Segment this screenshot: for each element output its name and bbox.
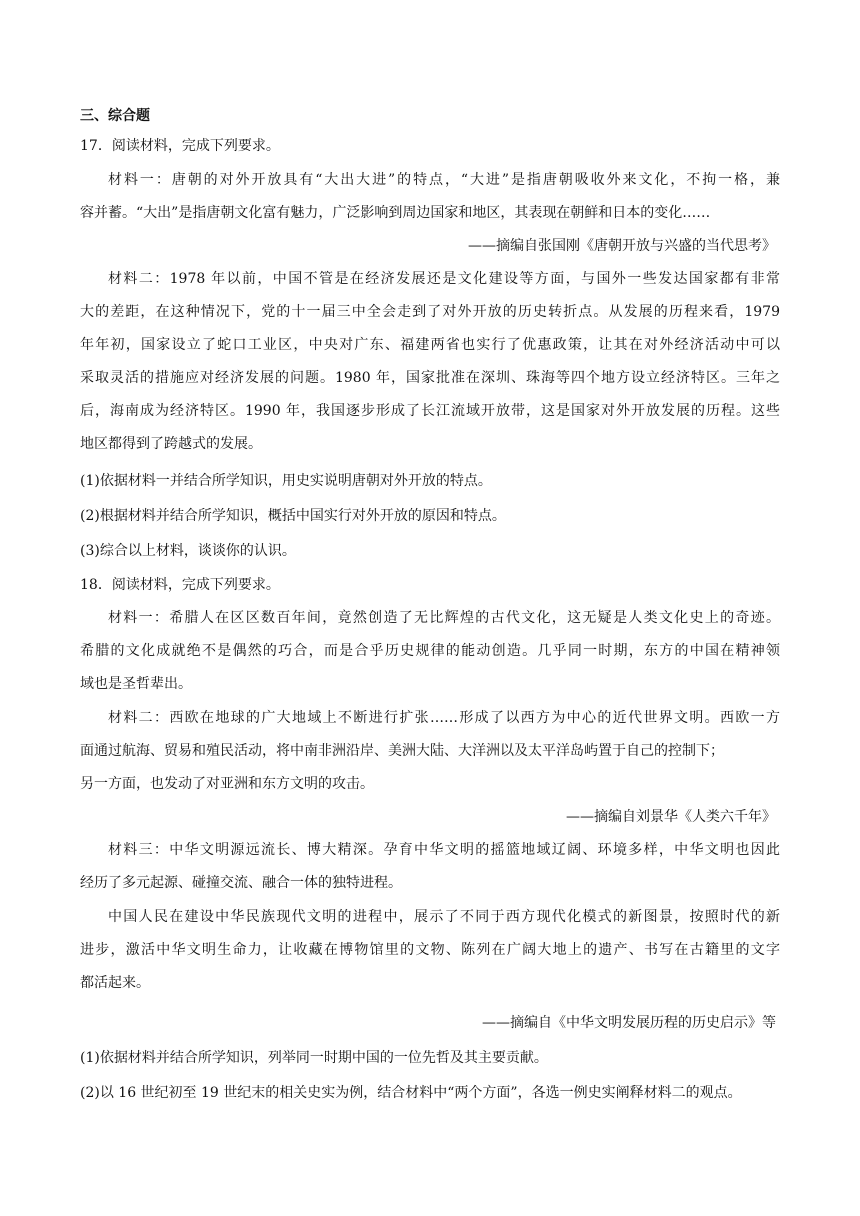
q18-material3-line1: 材料三：中华文明源远流长、博大精深。孕育中华文明的摇篮地域辽阔、环境多样，中华文明也因此 (108, 842, 780, 858)
q18-subquestion-1: (1)依据材料并结合所学知识，列举同一时期中国的一位先哲及其主要贡献。 (80, 1050, 548, 1066)
q18-material2-line1: 材料二：西欧在地球的广大地域上不断进行扩张……形成了以西方为中心的近代世界文明。西欧一方 (108, 710, 780, 726)
q18-material1-line1: 材料一：希腊人在区区数百年间，竟然创造了无比辉煌的古代文化，这无疑是人类文化史上的奇迹。 (108, 610, 780, 626)
q17-material1-source: ——摘编自张国刚《唐朝开放与兴盛的当代思考》 (468, 238, 776, 254)
q17-material2-line5: 后，海南成为经济特区。1990 年，我国逐步形成了长江流域开放带，这是国家对外开放发展的历程。这些 (80, 403, 780, 419)
q17-stem: 17．阅读材料，完成下列要求。 (80, 138, 280, 154)
q18-material3-line5: 都活起来。 (80, 975, 150, 991)
q17-material1-line2: 容并蓄。“大出”是指唐朝文化富有魅力，广泛影响到周边国家和地区，其表现在朝鲜和日本的变化…… (80, 205, 711, 221)
q17-material2-line1: 材料二：1978 年以前，中国不管是在经济发展还是文化建设等方面，与国外一些发达国家都有非常 (108, 271, 780, 287)
q17-subquestion-2: (2)根据材料并结合所学知识，概括中国实行对外开放的原因和特点。 (80, 508, 506, 524)
q18-material2-line3: 另一方面，也发动了对亚洲和东方文明的攻击。 (80, 776, 374, 792)
q18-material3-line3: 中国人民在建设中华民族现代文明的进程中，展示了不同于西方现代化模式的新图景，按照时代的新 (108, 909, 780, 925)
q18-material2-line2: 面通过航海、贸易和殖民活动，将中南非洲沿岸、美洲大陆、大洋洲以及太平洋岛屿置于自己的控制下； (80, 743, 724, 759)
q18-subquestion-2: (2)以 16 世纪初至 19 世纪末的相关史实为例，结合材料中“两个方面”，各选一例史实阐释材料二的观点。 (80, 1085, 742, 1101)
q17-material2-line3: 年年初，国家设立了蛇口工业区，中央对广东、福建两省也实行了优惠政策，让其在对外经济活动中可以 (80, 337, 780, 353)
q18-material3-source: ——摘编自《中华文明发展历程的历史启示》等 (482, 1015, 776, 1031)
q17-material2-line2: 大的差距，在这种情况下，党的十一届三中全会走到了对外开放的历史转折点。从发展的历程来看，1979 (80, 304, 780, 320)
q17-material2-line4: 采取灵活的措施应对经济发展的问题。1980 年，国家批准在深圳、珠海等四个地方设立经济特区。三年之 (80, 370, 780, 386)
q18-material3-line2: 经历了多元起源、碰撞交流、融合一体的独特进程。 (80, 875, 402, 891)
q17-subquestion-3: (3)综合以上材料，谈谈你的认识。 (80, 543, 296, 559)
q18-material1-line3: 域也是圣哲辈出。 (80, 676, 192, 692)
q18-material1-line2: 希腊的文化成就绝不是偶然的巧合，而是合乎历史规律的能动创造。几乎同一时期，东方的中国在精神领 (80, 643, 780, 659)
q18-stem: 18．阅读材料，完成下列要求。 (80, 577, 280, 593)
q17-subquestion-1: (1)依据材料一并结合所学知识，用史实说明唐朝对外开放的特点。 (80, 473, 492, 489)
q18-material2-source: ——摘编自刘景华《人类六千年》 (566, 809, 776, 825)
q18-material3-line4: 进步，激活中华文明生命力，让收藏在博物馆里的文物、陈列在广阔大地上的遗产、书写在古籍里的文字 (80, 942, 780, 958)
q17-material1-line1: 材料一：唐朝的对外开放具有“大出大进”的特点，“大进”是指唐朝吸收外来文化，不拘一格，兼 (108, 172, 780, 188)
q17-material2-line6: 地区都得到了跨越式的发展。 (80, 436, 262, 452)
section-title: 三、综合题 (80, 108, 150, 124)
